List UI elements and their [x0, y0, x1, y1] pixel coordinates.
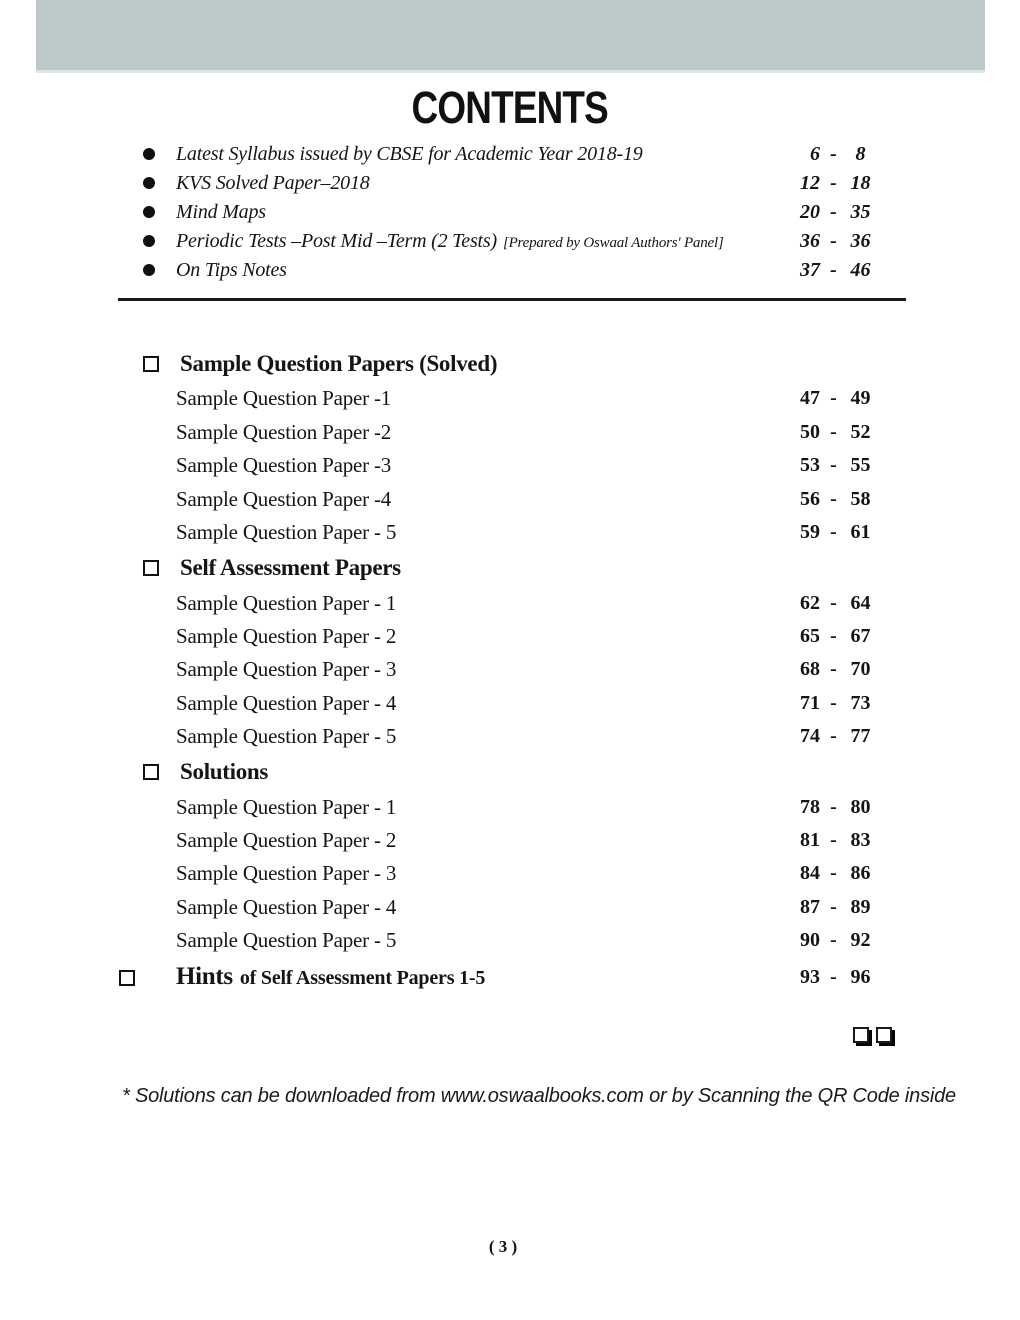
page-to: 89 — [850, 895, 871, 918]
page-to: 64 — [850, 591, 871, 614]
page-range — [760, 259, 874, 282]
page-range — [760, 488, 874, 511]
range-separator: - — [830, 965, 837, 988]
bullet-icon — [143, 206, 155, 218]
page-from: 56 — [800, 487, 820, 510]
page-range — [760, 454, 874, 477]
front-matter-item — [143, 140, 874, 169]
page-from: 62 — [800, 591, 820, 614]
page-from: 74 — [800, 725, 820, 748]
page-range — [760, 862, 874, 885]
page-from: 81 — [800, 829, 820, 852]
range-separator: - — [830, 929, 837, 952]
table-of-contents — [143, 345, 874, 997]
range-separator: - — [830, 658, 837, 681]
section-heading: Self Assessment Papers — [180, 554, 401, 580]
toc-item — [143, 924, 874, 957]
page-to: 36 — [850, 229, 871, 252]
toc-item — [143, 720, 874, 753]
page-range — [760, 201, 874, 224]
page-range — [760, 230, 874, 253]
toc-item-title: Sample Question Paper -1 — [176, 386, 392, 411]
bullet-icon — [143, 148, 155, 160]
front-item-title: On Tips Notes — [176, 258, 287, 281]
page-to: 49 — [850, 387, 871, 410]
section-header — [143, 753, 874, 790]
page-range — [760, 829, 874, 852]
page-from: 68 — [800, 658, 820, 681]
front-matter-item — [143, 198, 874, 227]
range-separator: - — [830, 520, 837, 543]
range-separator: - — [830, 142, 837, 165]
section-header — [143, 549, 874, 586]
hints-title: Hints of Self Assessment Papers 1-5 — [176, 963, 486, 991]
page-range — [760, 592, 874, 615]
toc-item — [143, 857, 874, 890]
page-range — [760, 692, 874, 715]
page-range — [760, 625, 874, 648]
page-range — [760, 725, 874, 748]
square-bullet-icon — [143, 356, 159, 372]
toc-item — [143, 586, 874, 619]
range-separator: - — [830, 258, 837, 281]
toc-item-title: Sample Question Paper - 5 — [176, 519, 397, 544]
toc-item — [143, 824, 874, 857]
bullet-icon — [143, 177, 155, 189]
page-from: 50 — [800, 420, 820, 443]
page-from: 78 — [800, 795, 820, 818]
toc-item-title: Sample Question Paper -2 — [176, 419, 392, 444]
front-item-title: Mind Maps — [176, 200, 266, 223]
toc-item — [143, 620, 874, 653]
front-item-title: Periodic Tests –Post Mid –Term (2 Tests) [Prepared by Oswaal Authors' Panel] — [176, 229, 724, 252]
toc-item-title: Sample Question Paper - 4 — [176, 690, 397, 715]
front-matter-list — [143, 140, 874, 284]
toc-item — [143, 382, 874, 415]
range-separator: - — [830, 420, 837, 443]
divider — [118, 298, 906, 301]
toc-hints-row — [143, 957, 874, 997]
header-banner — [36, 0, 985, 73]
square-bullet-icon — [143, 560, 159, 576]
range-separator: - — [830, 487, 837, 510]
end-of-contents-marks — [853, 1027, 892, 1043]
toc-item — [143, 416, 874, 449]
page-from: 84 — [800, 862, 820, 885]
toc-item-title: Sample Question Paper - 2 — [176, 623, 397, 648]
toc-item-title: Sample Question Paper - 1 — [176, 794, 397, 819]
toc-item — [143, 482, 874, 515]
toc-item-title: Sample Question Paper - 5 — [176, 724, 397, 749]
range-separator: - — [830, 624, 837, 647]
page-range — [760, 172, 874, 195]
page-to: 58 — [850, 487, 871, 510]
toc-item — [143, 449, 874, 482]
page-to: 96 — [850, 965, 871, 988]
square-bullet-icon — [119, 970, 135, 986]
page-title-wrap — [0, 82, 1020, 134]
front-matter-item — [143, 227, 874, 256]
bullet-icon — [143, 235, 155, 247]
page-range — [760, 143, 874, 166]
range-separator: - — [830, 691, 837, 714]
page-to: 67 — [850, 624, 871, 647]
page-to: 86 — [850, 862, 871, 885]
page-range — [760, 658, 874, 681]
range-separator: - — [830, 200, 837, 223]
front-item-title: Latest Syllabus issued by CBSE for Academic Year 2018-19 — [176, 142, 643, 165]
page-to: 73 — [850, 691, 871, 714]
toc-item-title: Sample Question Paper - 5 — [176, 928, 397, 953]
toc-item-title: Sample Question Paper - 1 — [176, 590, 397, 615]
end-square-icon — [876, 1027, 892, 1043]
page-from: 6 — [810, 142, 820, 165]
range-separator: - — [830, 862, 837, 885]
toc-item — [143, 790, 874, 823]
toc-item-title: Sample Question Paper -3 — [176, 453, 392, 478]
range-separator: - — [830, 171, 837, 194]
page-from: 37 — [800, 258, 820, 281]
page-from: 47 — [800, 387, 820, 410]
range-separator: - — [830, 795, 837, 818]
front-matter-item — [143, 169, 874, 198]
page-range — [760, 966, 874, 989]
page-number: ( 3 ) — [488, 1237, 518, 1256]
page-to: 8 — [855, 142, 866, 165]
page-to: 83 — [850, 829, 871, 852]
front-matter-item — [143, 256, 874, 285]
toc-item — [143, 516, 874, 549]
toc-item — [143, 687, 874, 720]
toc-item-title: Sample Question Paper - 3 — [176, 861, 397, 886]
page-to: 80 — [850, 795, 871, 818]
page-from: 71 — [800, 691, 820, 714]
range-separator: - — [830, 829, 837, 852]
toc-item — [143, 653, 874, 686]
page-to: 52 — [850, 420, 871, 443]
page-to: 61 — [850, 520, 871, 543]
range-separator: - — [830, 454, 837, 477]
page-from: 87 — [800, 895, 820, 918]
page-range — [760, 521, 874, 544]
page-to: 18 — [850, 171, 871, 194]
page-from: 65 — [800, 624, 820, 647]
page-from: 93 — [800, 965, 820, 988]
toc-item-title: Sample Question Paper -4 — [176, 486, 392, 511]
toc-item-title: Sample Question Paper - 3 — [176, 657, 397, 682]
section-heading: Sample Question Papers (Solved) — [180, 350, 498, 376]
page-range — [760, 387, 874, 410]
bullet-icon — [143, 264, 155, 276]
page-range — [760, 421, 874, 444]
page-from: 90 — [800, 929, 820, 952]
page-from: 12 — [800, 171, 820, 194]
section-heading: Solutions — [180, 758, 269, 784]
page-from: 36 — [800, 229, 820, 252]
page-title: CONTENTS — [411, 82, 609, 133]
range-separator: - — [830, 895, 837, 918]
range-separator: - — [830, 591, 837, 614]
page-from: 20 — [800, 200, 820, 223]
toc-item-title: Sample Question Paper - 4 — [176, 894, 397, 919]
range-separator: - — [830, 725, 837, 748]
end-square-icon — [853, 1027, 869, 1043]
page-to: 46 — [850, 258, 871, 281]
square-bullet-icon — [143, 764, 159, 780]
page-to: 92 — [850, 929, 871, 952]
front-item-title: KVS Solved Paper–2018 — [176, 171, 370, 194]
toc-item-title: Sample Question Paper - 2 — [176, 828, 397, 853]
page-range — [760, 896, 874, 919]
range-separator: - — [830, 229, 837, 252]
section-header — [143, 345, 874, 382]
page-to: 70 — [850, 658, 871, 681]
solutions-footnote: * Solutions can be downloaded from www.oswaalbooks.com or by Scanning the QR Code inside — [122, 1085, 956, 1107]
page-from: 53 — [800, 454, 820, 477]
page-to: 55 — [850, 454, 871, 477]
page-range — [760, 796, 874, 819]
range-separator: - — [830, 387, 837, 410]
page-to: 35 — [850, 200, 871, 223]
page-to: 77 — [850, 725, 871, 748]
toc-item — [143, 891, 874, 924]
page-from: 59 — [800, 520, 820, 543]
page-range — [760, 929, 874, 952]
